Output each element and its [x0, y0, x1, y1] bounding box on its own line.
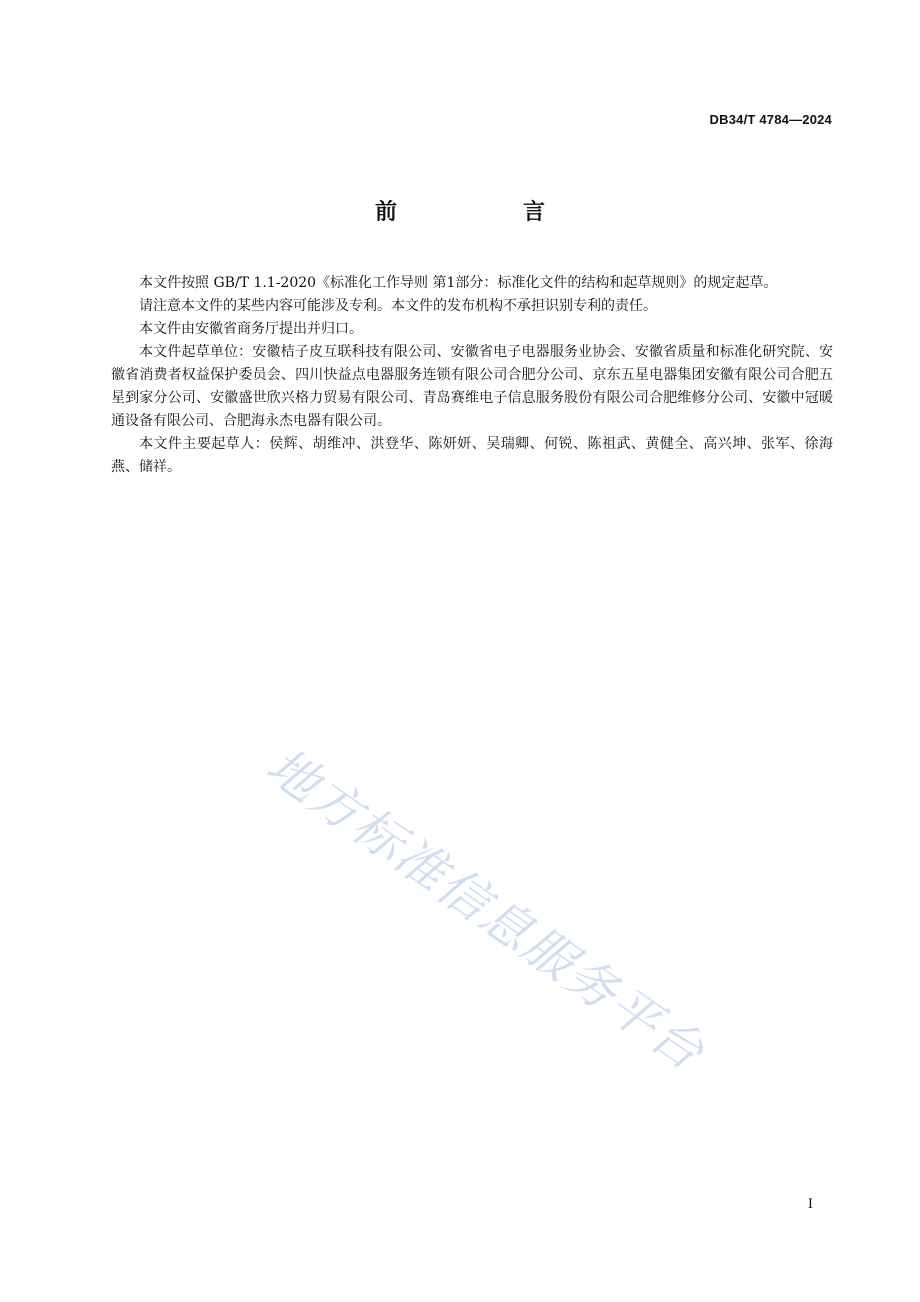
- foreword-body: [111, 272, 833, 479]
- page-title: 前 言: [374, 200, 597, 225]
- standard-code: DB34/T 4784—2024: [709, 112, 832, 127]
- paragraph-proposer: 本文件由安徽省商务厅提出并归口。: [139, 321, 363, 337]
- watermark: 地方标准信息服务平台: [256, 736, 716, 1083]
- paragraph-patent-notice: 请注意本文件的某些内容可能涉及专利。本文件的发布机构不承担识别专利的责任。: [139, 298, 657, 314]
- paragraph-drafters: 本文件主要起草人：侯辉、胡维冲、洪登华、陈妍妍、吴瑞卿、何锐、陈祖武、黄健全、高兴坤、张军、徐海燕、储祥。: [111, 436, 833, 475]
- paragraph-drafting-units: 本文件起草单位：安徽桔子皮互联科技有限公司、安徽省电子电器服务业协会、安徽省质量和标准化研究院、安徽省消费者权益保护委员会、四川快益点电器服务连锁有限公司合肥分公司、京东五星电器集团安徽有限公司合肥五星到家分公司、安徽盛世欣兴格力贸易有限公司、青岛赛维电子信息服务股份有限公司合肥维修分公司、安徽中冠暖通设备有限公司、合肥海永杰电器有限公司。: [111, 344, 833, 429]
- paragraph-drafting-rules: 本文件按照 GB/T 1.1-2020《标准化工作导则 第1部分：标准化文件的结构和起草规则》的规定起草。: [139, 275, 778, 291]
- page-number: I: [807, 1197, 813, 1212]
